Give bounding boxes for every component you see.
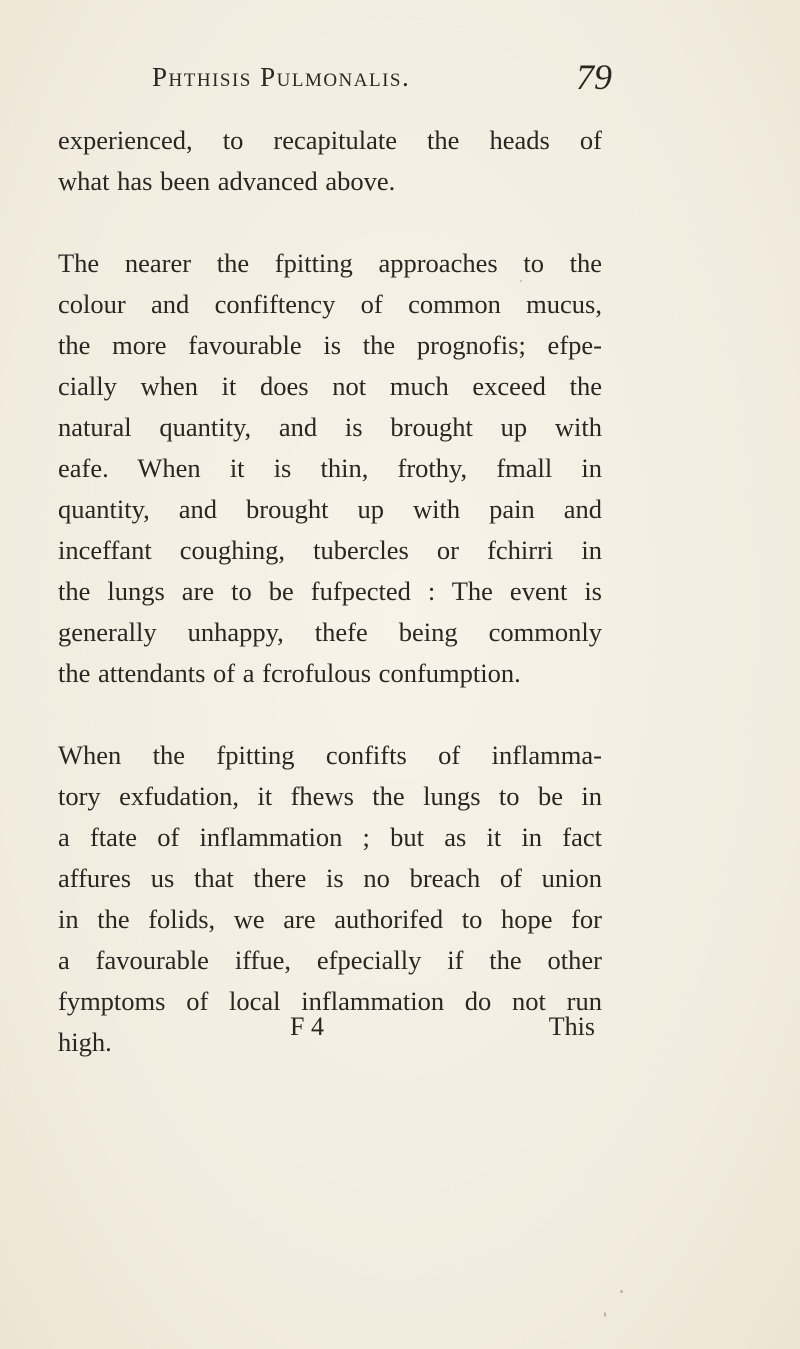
text-line: high. (58, 1027, 112, 1057)
text-line: experienced, to recapitulate the heads of (58, 125, 602, 155)
text-line: affures us that there is no breach of union (58, 863, 602, 893)
text-line: colour and confiftency of common mucus, (58, 289, 602, 319)
body-text (58, 120, 602, 1063)
text-line: the more favourable is the prognofis; efpe- (58, 330, 602, 360)
paragraph-2 (58, 243, 602, 694)
text-line: what has been advanced above. (58, 166, 396, 196)
text-line: inceffant coughing, tubercles or fchirri in (58, 535, 602, 565)
text-line: a favourable iffue, efpecially if the other (58, 945, 602, 975)
page-footer (290, 1012, 595, 1052)
paper-speck (620, 1290, 623, 1293)
text-line: cially when it does not much exceed the (58, 371, 602, 401)
text-line: quantity, and brought up with pain and (58, 494, 602, 524)
text-line: When the fpitting confifts of inflamma- (58, 740, 602, 770)
paper-speck (520, 280, 522, 282)
signature-mark: F 4 (290, 1012, 324, 1041)
paragraph-1 (58, 120, 602, 202)
catchword: This (548, 1012, 595, 1041)
text-line: eafe. When it is thin, frothy, fmall in (58, 453, 602, 483)
text-line: the attendants of a fcrofulous confumption. (58, 658, 521, 688)
text-line: fymptoms of local inflammation do not run (58, 986, 602, 1016)
text-line: the lungs are to be fufpected : The event is (58, 576, 602, 606)
page-header (152, 57, 612, 102)
text-line: The nearer the fpitting approaches to the (58, 248, 602, 278)
text-line: a ftate of inflammation ; but as it in fact (58, 822, 602, 852)
text-line: natural quantity, and is brought up with (58, 412, 602, 442)
text-line: tory exfudation, it fhews the lungs to be in (58, 781, 602, 811)
page-number: 79 (576, 57, 612, 97)
text-line: generally unhappy, thefe being commonly (58, 617, 602, 647)
running-title: Phthisis Pulmonalis. (152, 62, 411, 92)
text-line: in the folids, we are authorifed to hope for (58, 904, 602, 934)
paper-speck (604, 1312, 606, 1317)
